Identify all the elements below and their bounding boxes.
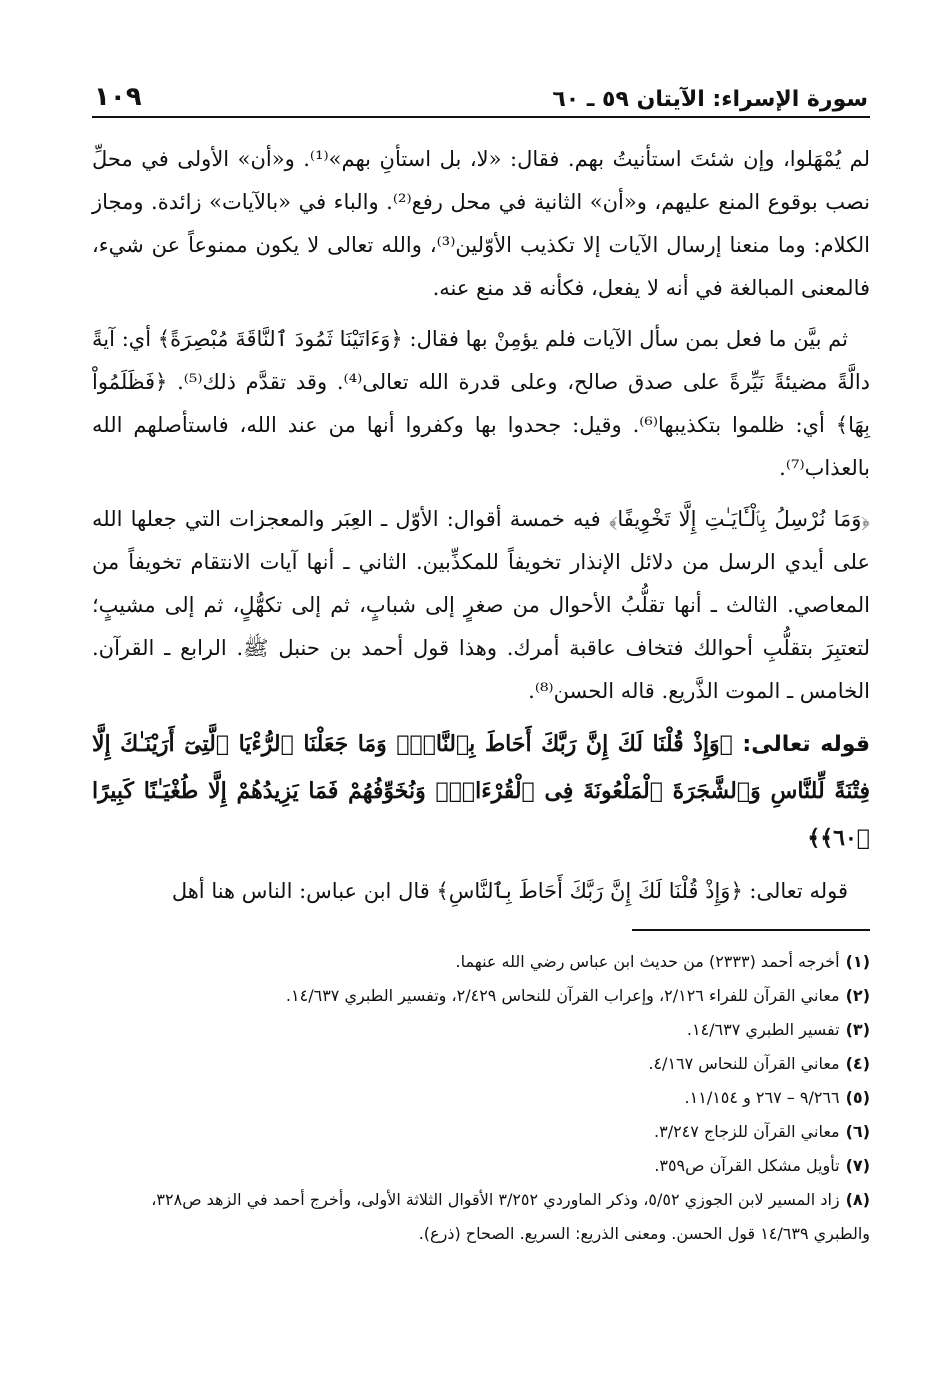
commentary-body <box>92 138 870 913</box>
footnote-text: معاني القرآن للنحاس ٤/١٦٧. <box>648 1054 840 1073</box>
footnote-text: معاني القرآن للزجاج ٣/٢٤٧. <box>654 1122 840 1141</box>
book-page <box>92 72 870 1348</box>
footnote <box>92 1115 870 1149</box>
footnote <box>92 945 870 979</box>
paragraph: لم يُمْهَلوا، وإن شئتَ استأنيتُ بهم. فقال: «لا، بل استأنِ بهم»⁽¹⁾. و«أن» الأولى في محلِّ نصب بوقوع المنع عليهم، و«أن» الثانية في محل رفع⁽²⁾. والباء في «بالآيات» زائدة. ومجاز الكلام: وما منعنا إرسال الآيات إلا تكذيب الأوّلين⁽³⁾، والله تعالى لا يكون ممنوعاً عن شيء، فالمعنى المبالغة في أنه لا يفعل، فكأنه قد منع عنه. <box>92 147 870 300</box>
footnote-number: (٢) <box>845 986 870 1005</box>
footnotes <box>92 945 870 1251</box>
running-title: سورة الإسراء: الآيتان ٥٩ ـ ٦٠ <box>552 87 868 112</box>
footnote <box>92 979 870 1013</box>
footnote-text: زاد المسير لابن الجوزي ٥/٥٢، وذكر الماوردي ٣/٢٥٢ الأقوال الثلاثة الأولى، وأخرج أحمد في الزهد ص٣٢٨، والطبري ١٤/٦٣٩ قول الحسن. ومعنى الذريع: السريع. الصحاح (ذرع). <box>151 1190 870 1243</box>
footnote-text: معاني القرآن للفراء ٢/١٢٦، وإعراب القرآن للنحاس ٢/٤٢٩، وتفسير الطبري ١٤/٦٣٧. <box>285 986 840 1005</box>
footnote <box>92 1013 870 1047</box>
page-number: ١٠٩ <box>94 82 142 112</box>
footnote-text: تأويل مشكل القرآن ص٣٥٩. <box>654 1156 840 1175</box>
footnote <box>92 1149 870 1183</box>
footnote-text: تفسير الطبري ١٤/٦٣٧. <box>686 1020 840 1039</box>
quran-verse-heading <box>92 721 870 862</box>
footnote-text: أخرجه أحمد (٢٣٣٣) من حديث ابن عباس رضي الله عنهما. <box>455 952 840 971</box>
paragraph: ﴿وَمَا نُرْسِلُ بِٱلْـَٔايَـٰتِ إِلَّا تَخْوِيفًا﴾ فيه خمسة أقوال: الأوّل ـ العِبَر والمعجزات التي جعلها الله على أيدي الرسل من دلائل الإنذار تخويفاً للمكذِّبين. الثاني ـ أنها آيات الانتقام تخويفاً من المعاصي. الثالث ـ أنها تقلُّبُ الأحوال من صغرٍ إلى شبابٍ، ثم إلى تكهُّلٍ، ثم إلى مشيبٍ؛ لتعتبِرَ بتقلُّبِ أحوالك فتخاف عاقبة أمرك. وهذا قول أحمد بن حنبل ﷺ. الرابع ـ القرآن. الخامس ـ الموت الذَّريع. قاله الحسن⁽⁸⁾. <box>92 507 870 703</box>
running-header <box>92 72 870 118</box>
footnote-number: (٧) <box>845 1156 870 1175</box>
paragraph: قوله تعالى: ﴿وَإِذْ قُلْنَا لَكَ إِنَّ رَبَّكَ أَحَاطَ بِٱلنَّاسِ﴾ قال ابن عباس: الناس هنا أهل <box>171 879 848 903</box>
footnote-divider <box>632 929 870 931</box>
verse-label: قوله تعالى: <box>742 732 871 757</box>
footnote <box>92 1183 870 1251</box>
footnote <box>92 1047 870 1081</box>
footnote-number: (٤) <box>845 1054 870 1073</box>
footnote-number: (٥) <box>845 1088 870 1107</box>
footnote-number: (٦) <box>845 1122 870 1141</box>
footnote <box>92 1081 870 1115</box>
paragraph: ثم بيَّن ما فعل بمن سأل الآيات فلم يؤمِنْ بها فقال: ﴿وَءَاتَيْنَا ثَمُودَ ٱلنَّاقَةَ مُبْصِرَةً﴾ أي: آيةً دالَّةً مضيئةً نَيِّرةً على صدق صالح، وعلى قدرة الله تعالى⁽⁴⁾. وقد تقدَّم ذلك⁽⁵⁾. ﴿فَظَلَمُواْ بِهَا﴾ أي: ظلموا بتكذيبها⁽⁶⁾. وقيل: جحدوا بها وكفروا أنها من عند الله، فاستأصلهم الله بالعذاب⁽⁷⁾. <box>92 327 871 480</box>
footnote-text: ٩/٢٦٦ – ٢٦٧ و ١١/١٥٤. <box>684 1088 840 1107</box>
footnote-number: (١) <box>845 952 870 971</box>
footnote-number: (٣) <box>845 1020 870 1039</box>
footnote-number: (٨) <box>845 1190 870 1209</box>
verse-text: ﴿وَإِذْ قُلْنَا لَكَ إِنَّ رَبَّكَ أَحَاطَ بِٱلنَّاسِۚ وَمَا جَعَلْنَا ٱلرُّءْيَا ٱلَّتِىٓ أَرَيْنَـٰكَ إِلَّا فِتْنَةً لِّلنَّاسِ وَٱلشَّجَرَةَ ٱلْمَلْعُونَةَ فِى ٱلْقُرْءَانِۚ وَنُخَوِّفُهُمْ فَمَا يَزِيدُهُمْ إِلَّا طُغْيَـٰنًا كَبِيرًا ﴿٦٠﴾﴾ <box>92 731 871 851</box>
